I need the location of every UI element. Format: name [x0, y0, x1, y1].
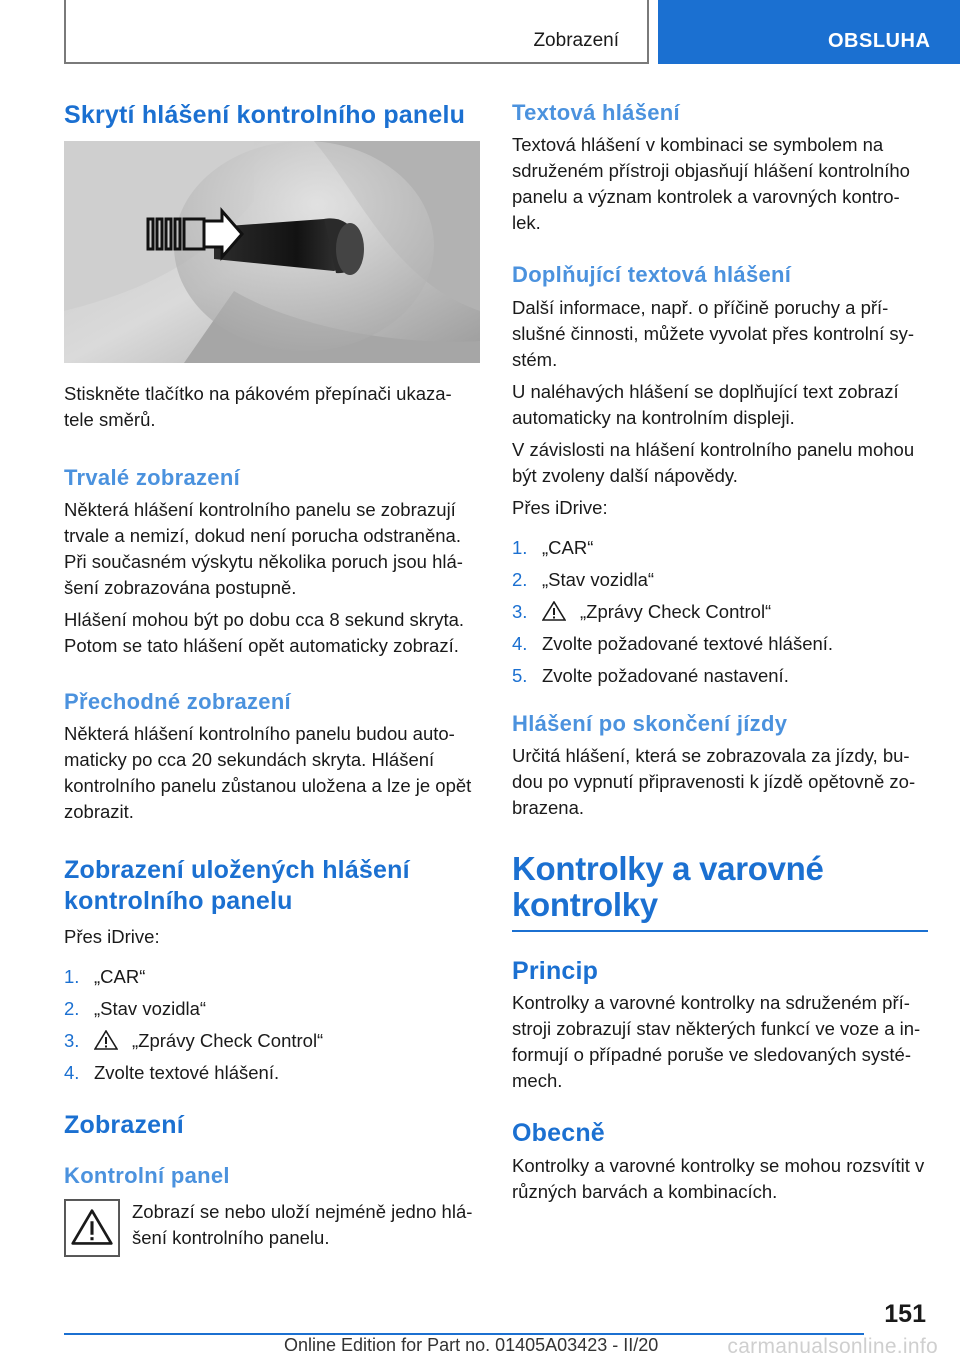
right-column [512, 100, 928, 1205]
heading-stored-line-2: kontrolního panelu [64, 886, 293, 915]
list-item: 4. Zvolte požadované textové hlášení. [512, 632, 834, 654]
heading-transient-display: Přechodné zobrazení [64, 688, 291, 714]
header-chapter-tab [658, 0, 960, 64]
list-item: 1. „CAR“ [64, 966, 146, 988]
heading-after-drive-messages: Hlášení po skončení jízdy [512, 710, 788, 736]
heading-permanent-display: Trvalé zobrazení [64, 464, 240, 490]
heading-stored-line-1: Zobrazení uložených hlášení [64, 856, 410, 885]
paragraph-text-messages: Textová hlášení v kombinaci se symbolem na sdruženém přístroji objasňují hlášení kontrolního panelu a význam kontrolek a varovných kontro-lek. [512, 134, 910, 234]
left-column [64, 100, 480, 1257]
heading-lights-line-1: Kontrolky a varovné [512, 850, 824, 888]
heading-supplementary-messages: Doplňující textová hlášení [512, 262, 792, 288]
heading-principle: Princip [512, 956, 599, 985]
heading-general: Obecně [512, 1119, 605, 1148]
warning-triangle-icon [64, 1199, 120, 1257]
list-item: 2. „Stav vozidla“ [512, 568, 655, 590]
list-item: 3. „Zprávy Check Control“ [512, 600, 772, 622]
header-section-box [64, 0, 649, 64]
paragraph-supplementary-1: Další informace, např. o příčině poruchy a pří-slušné činnosti, můžete vyvolat přes kontrolní sy-stém. [512, 296, 915, 370]
paragraph-permanent-1: Některá hlášení kontrolního panelu se zobrazují trvale a nemizí, dokud není porucha odstraněna. Při současném výskytu několika poruch jsou hlá-šení zobrazována postupně. [64, 498, 463, 598]
control-panel-note [64, 1199, 480, 1257]
steps-list-left [64, 964, 480, 1086]
paragraph-supplementary-3: V závislosti na hlášení kontrolního panelu mohou být zvoleny další nápovědy. [512, 438, 915, 486]
paragraph-transient: Některá hlášení kontrolního panelu budou auto-maticky po cca 20 sekundách skryta. Hlášení kontrolního panelu zůstanou uložena a lze je opět zobrazit. [64, 723, 472, 823]
paragraph-supplementary-2: U naléhavých hlášení se doplňující text zobrazí automaticky na kontrolním displeji. [512, 380, 899, 428]
warning-triangle-icon [542, 601, 566, 621]
heading-text-messages: Textová hlášení [512, 100, 680, 125]
warning-triangle-icon [94, 1030, 118, 1050]
list-item: 5. Zvolte požadované nastavení. [512, 664, 789, 686]
footer-edition: Online Edition for Part no. 01405A03423 - II/20 [284, 1335, 659, 1355]
header-chapter-label: OBSLUHA [828, 30, 931, 52]
paragraph-permanent-2: Hlášení mohou být po dobu cca 8 sekund skryta. Potom se tato hlášení opět automaticky zobrazí. [64, 608, 465, 656]
paragraph-via-idrive-right: Přes iDrive: [512, 496, 608, 518]
heading-lights-line-2: kontrolky [512, 886, 658, 924]
watermark: carmanualsonline.info [727, 1335, 938, 1358]
section-divider [512, 930, 928, 932]
paragraph-control-panel: Zobrazí se nebo uloží nejméně jedno hlá-šení kontrolního panelu. [132, 1201, 473, 1249]
heading-display: Zobrazení [64, 1111, 184, 1140]
paragraph-principle: Kontrolky a varovné kontrolky na sdruženém pří-stroji zobrazují stav některých funkcí ve voze a in-formují o případné poruše ve sledovaných systé-mech. [512, 992, 921, 1092]
list-item: 3. „Zprávy Check Control“ [64, 1030, 324, 1052]
list-item: 2. „Stav vozidla“ [64, 998, 207, 1020]
list-item: 1. „CAR“ [512, 536, 594, 558]
turn-signal-lever-photo [64, 141, 480, 363]
paragraph-via-idrive: Přes iDrive: [64, 926, 160, 948]
heading-stored-messages [64, 855, 480, 916]
steps-list-right [512, 535, 928, 689]
heading-indicator-lights [512, 851, 928, 924]
paragraph-press-button: Stiskněte tlačítko na pákovém přepínači ukaza-tele směrů. [64, 382, 452, 430]
heading-hide-messages: Skrytí hlášení kontrolního panelu [64, 101, 466, 129]
page-number: 151 [884, 1300, 926, 1328]
heading-control-panel: Kontrolní panel [64, 1162, 230, 1188]
list-item: 4. Zvolte textové hlášení. [64, 1062, 280, 1084]
paragraph-after-drive: Určitá hlášení, která se zobrazovala za jízdy, bu-dou po vypnutí připravenosti k jízdě opětovně zo-brazena. [512, 745, 916, 819]
paragraph-general: Kontrolky a varovné kontrolky se mohou rozsvítit v různých barvách a kombinacích. [512, 1154, 925, 1202]
header-section-title: Zobrazení [533, 30, 619, 51]
